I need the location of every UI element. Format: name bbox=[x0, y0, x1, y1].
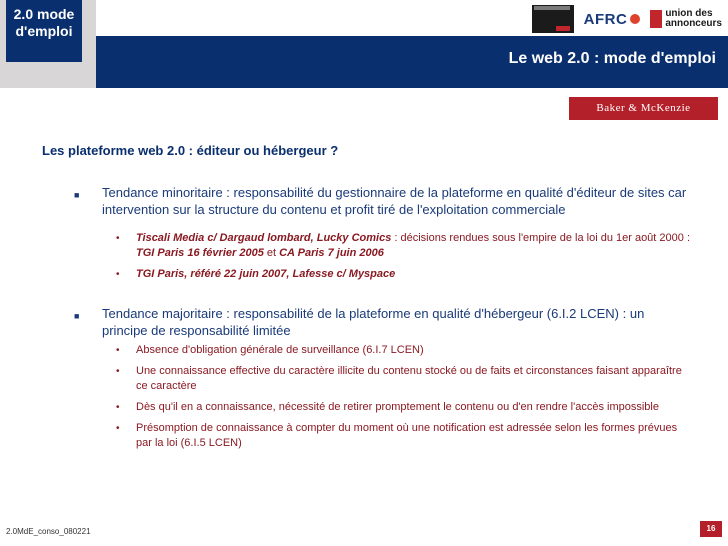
sub-bullet-text: : décisions rendues sous l'empire de la loi du 1er août 2000 : bbox=[391, 232, 690, 244]
dot-bullet-icon: • bbox=[116, 366, 120, 377]
sub-bullet bbox=[114, 231, 692, 261]
dot-bullet-icon: • bbox=[116, 269, 120, 280]
afrc-logo-text: AFRC bbox=[583, 10, 628, 28]
section-tab-label bbox=[6, 0, 82, 62]
sub-bullet-text: Absence d'obligation générale de surveillance (6.I.7 LCEN) bbox=[136, 344, 424, 356]
section-title: Les plateforme web 2.0 : éditeur ou hébergeur ? bbox=[42, 143, 339, 158]
uda-mark-icon bbox=[650, 10, 662, 28]
uda-line2: annonceurs bbox=[665, 18, 722, 29]
dot-bullet-icon: • bbox=[116, 233, 120, 244]
afrc-logo bbox=[584, 11, 641, 28]
case-reference: TGI Paris 16 février 2005 bbox=[136, 247, 264, 259]
bullet-point bbox=[72, 305, 692, 339]
section-tab bbox=[0, 0, 96, 88]
case-reference: TGI Paris, référé 22 juin 2007, Lafesse c/ Myspace bbox=[136, 268, 396, 280]
sub-bullet-text: Dès qu'il en a connaissance, nécessité de retirer promptement le contenu ou d'en rendre l'accès impossible bbox=[136, 401, 659, 413]
sub-bullet-text: et bbox=[263, 247, 280, 259]
dot-bullet-icon: • bbox=[116, 423, 120, 434]
square-bullet-icon: ■ bbox=[74, 311, 80, 321]
dot-bullet-icon: • bbox=[116, 402, 120, 413]
page-number: 16 bbox=[700, 521, 722, 537]
firm-logo: Baker & McKenzie bbox=[569, 97, 718, 120]
sub-bullet bbox=[114, 267, 692, 282]
section-tab-line1: 2.0 mode bbox=[13, 6, 75, 22]
sub-bullet bbox=[114, 400, 692, 415]
case-reference: CA Paris 7 juin 2006 bbox=[279, 247, 384, 259]
sub-bullet bbox=[114, 343, 692, 358]
sub-bullet-text: Une connaissance effective du caractère illicite du contenu stocké ou de faits et circonstances faisant apparaître ce caractère bbox=[136, 365, 682, 392]
partner-logos bbox=[532, 4, 722, 34]
bullet-text: Tendance minoritaire : responsabilité du gestionnaire de la plateforme en qualité d'éditeur de sites car intervention sur la structure du contenu et profit tiré de l'exploitation commerciale bbox=[102, 185, 687, 217]
sub-bullet bbox=[114, 421, 692, 451]
sub-bullet-text: Présomption de connaissance à compter du moment où une notification est adressée selon les formes prévues par la loi (6.I.5 LCEN) bbox=[136, 422, 678, 449]
bullet-point bbox=[72, 184, 692, 218]
header-bar bbox=[96, 36, 728, 88]
bullet-text: Tendance majoritaire : responsabilité de la plateforme en qualité d'hébergeur (6.I.2 LCEN) : un principe de responsabilité limitée bbox=[102, 306, 645, 338]
page-title: Le web 2.0 : mode d'emploi bbox=[508, 50, 716, 67]
uda-logo bbox=[650, 9, 722, 29]
document-code: 2.0MdE_conso_080221 bbox=[6, 527, 91, 536]
section-tab-line2: d'emploi bbox=[15, 23, 73, 39]
association-logo bbox=[532, 5, 574, 33]
sub-bullet bbox=[114, 364, 692, 394]
slide-content bbox=[72, 184, 692, 451]
case-reference: Tiscali Media c/ Dargaud lombard, Lucky Comics bbox=[136, 232, 392, 244]
uda-line1: union des bbox=[665, 8, 713, 19]
afrc-dot-icon bbox=[630, 14, 640, 24]
dot-bullet-icon: • bbox=[116, 345, 120, 356]
square-bullet-icon: ■ bbox=[74, 190, 80, 200]
